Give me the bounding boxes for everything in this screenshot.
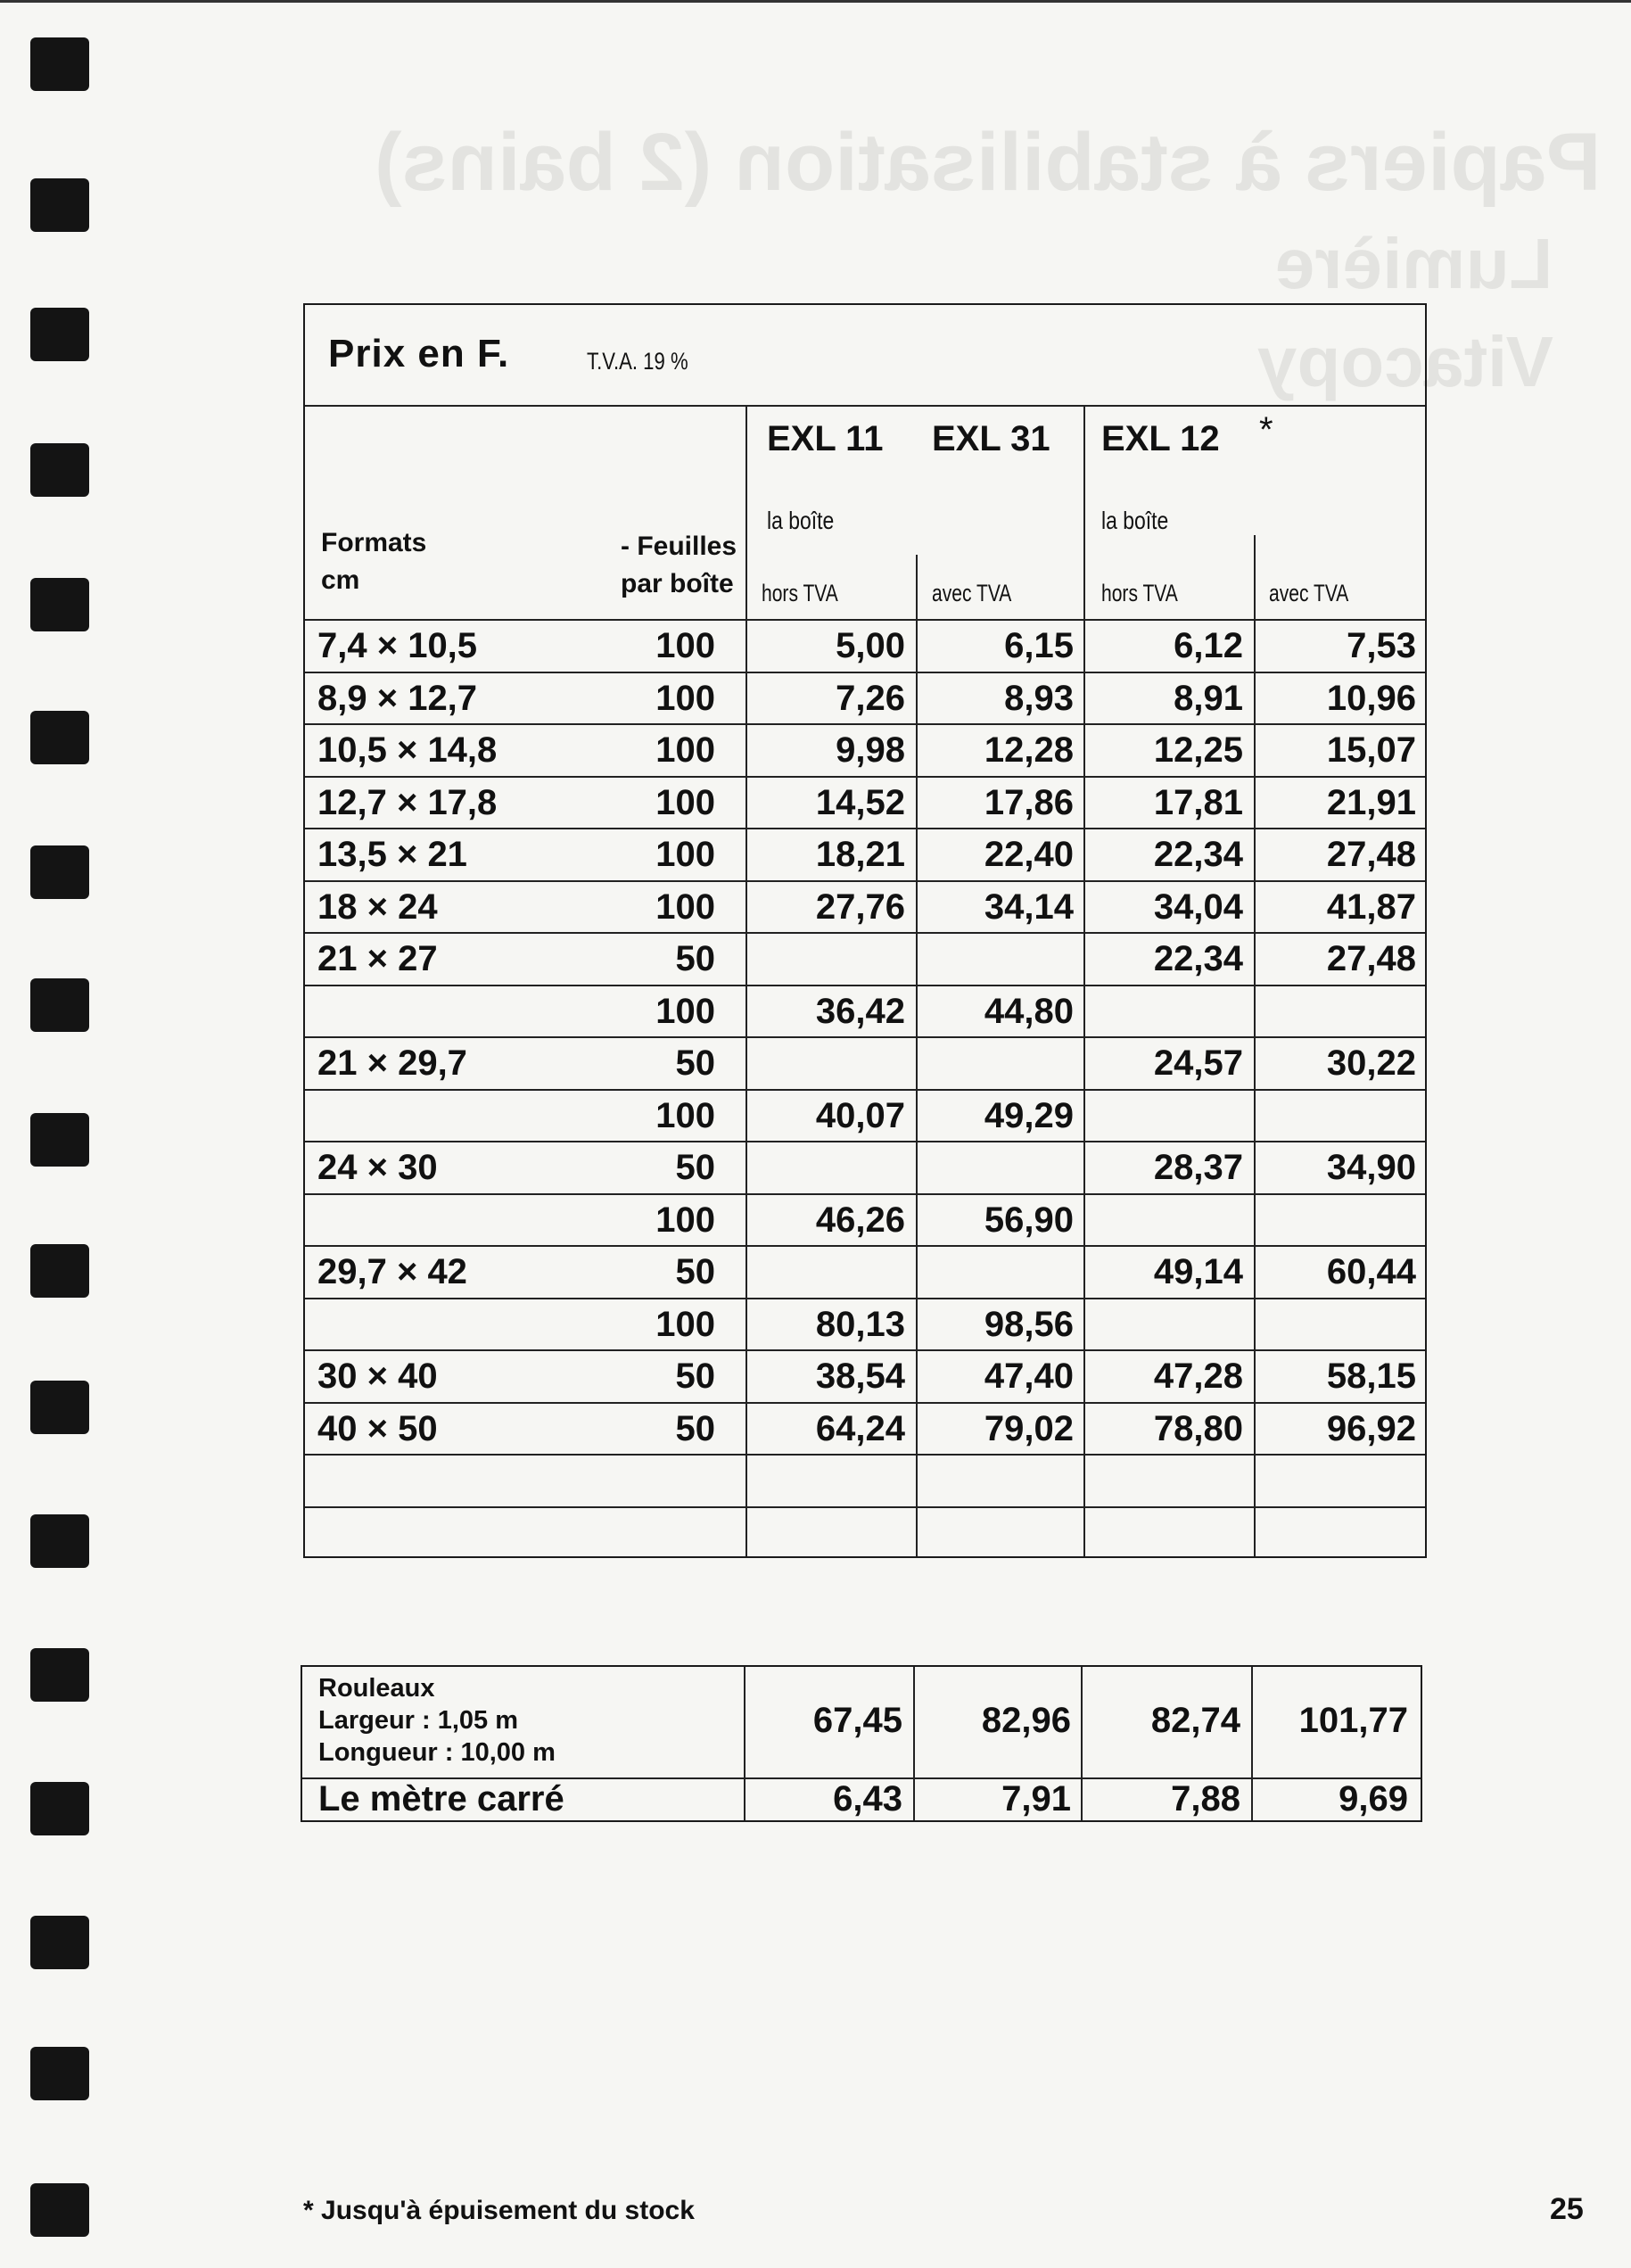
binder-hole [30,1113,89,1167]
prix-title: Prix en F. [328,332,510,375]
footnote: * Jusqu'à épuisement du stock [303,2196,695,2225]
feuilles-cell: 100 [655,730,715,770]
binder-hole [30,978,89,1032]
price-cell: 8,93 [1004,678,1074,718]
formats-unit: cm [321,565,360,595]
price-cell: 10,96 [1326,678,1416,718]
price-cell: 7,26 [836,678,905,718]
price-cell: 12,28 [984,730,1074,770]
binder-hole [30,443,89,497]
rolls-table [301,1665,1422,1822]
show-through-text: Papiers à stabilisation (2 bains) [375,117,1602,208]
price-cell: 7,53 [1347,626,1416,665]
product-exl31: EXL 31 [932,419,1050,458]
row-divider [305,1454,1425,1456]
feuilles-cell: 50 [675,1357,715,1396]
metre-carre-label: Le mètre carré [318,1779,564,1819]
price-cell: 5,00 [836,626,905,665]
metre-price-cell: 7,91 [1001,1779,1071,1819]
row-divider [305,1506,1425,1508]
asterisk-mark: * [1259,410,1273,449]
sub-header-hors-tva: hors TVA [1101,580,1178,606]
row-divider [305,880,1425,882]
price-cell: 46,26 [815,1200,905,1240]
price-cell: 6,12 [1174,626,1243,665]
boite-label: la boîte [767,507,835,534]
binder-hole [30,1916,89,1969]
price-cell: 22,34 [1153,939,1243,978]
price-cell: 21,91 [1326,782,1416,822]
format-cell: 21 × 29,7 [317,1043,467,1083]
row-divider [305,1036,1425,1038]
column-divider [1251,1667,1253,1820]
binder-hole [30,2047,89,2100]
price-cell: 40,07 [815,1095,905,1135]
format-cell: 29,7 × 42 [317,1252,467,1291]
column-divider [1083,405,1085,1556]
row-divider [305,1193,1425,1195]
sub-header-avec-tva: avec TVA [1269,580,1349,606]
feuilles-cell: 50 [675,1148,715,1187]
binder-hole [30,578,89,631]
price-cell: 6,15 [1004,626,1074,665]
column-divider [913,1667,915,1820]
price-cell: 41,87 [1326,887,1416,927]
row-divider [305,932,1425,934]
formats-label: Formats [321,528,427,557]
row-divider [305,723,1425,725]
feuilles-cell: 100 [655,991,715,1031]
price-cell: 58,15 [1326,1357,1416,1396]
price-cell: 15,07 [1326,730,1416,770]
feuilles-cell: 100 [655,887,715,927]
price-cell: 22,34 [1153,835,1243,874]
price-cell: 30,22 [1326,1043,1416,1083]
feuilles-cell: 50 [675,1408,715,1448]
format-cell: 13,5 × 21 [317,835,467,874]
rolls-largeur: Largeur : 1,05 m [318,1706,519,1735]
price-cell: 64,24 [815,1408,905,1448]
binder-hole [30,845,89,899]
binder-hole [30,308,89,361]
sub-header-hors-tva: hors TVA [762,580,838,606]
price-cell: 8,91 [1174,678,1243,718]
product-exl11: EXL 11 [767,419,884,458]
feuilles-label: - Feuilles [621,532,737,561]
price-cell: 79,02 [984,1408,1074,1448]
feuilles-cell: 100 [655,626,715,665]
sub-header-avec-tva: avec TVA [932,580,1012,606]
price-cell: 44,80 [984,991,1074,1031]
price-cell: 34,04 [1153,887,1243,927]
column-divider [744,1667,745,1820]
binder-hole [30,1244,89,1298]
feuilles-cell: 100 [655,1200,715,1240]
price-cell: 47,40 [984,1357,1074,1396]
metre-price-cell: 6,43 [833,1779,902,1819]
row-divider [305,1089,1425,1091]
price-cell: 38,54 [815,1357,905,1396]
price-cell: 22,40 [984,835,1074,874]
boite-label: la boîte [1101,507,1169,534]
header-divider [305,619,1425,621]
tva-label: T.V.A. 19 % [587,348,688,375]
rolls-longueur: Longueur : 10,00 m [318,1738,556,1767]
price-cell: 12,25 [1153,730,1243,770]
roll-price-cell: 101,77 [1298,1701,1408,1740]
rolls-title: Rouleaux [318,1674,435,1703]
binder-hole [30,1381,89,1434]
column-divider [916,555,918,1556]
price-cell: 36,42 [815,991,905,1031]
price-cell: 96,92 [1326,1408,1416,1448]
price-cell: 56,90 [984,1200,1074,1240]
metre-price-cell: 7,88 [1171,1779,1240,1819]
row-divider [305,776,1425,778]
format-cell: 21 × 27 [317,939,438,978]
price-cell: 14,52 [815,782,905,822]
roll-price-cell: 67,45 [812,1701,902,1740]
format-cell: 7,4 × 10,5 [317,626,478,665]
row-divider [305,672,1425,673]
price-cell: 34,14 [984,887,1074,927]
top-edge-rule [0,0,1631,3]
price-cell: 17,81 [1153,782,1243,822]
price-cell: 47,28 [1153,1357,1243,1396]
binder-hole [30,37,89,91]
show-through-text: Lumière [1275,224,1553,303]
format-cell: 8,9 × 12,7 [317,678,478,718]
feuilles-cell: 50 [675,1043,715,1083]
column-divider [1081,1667,1083,1820]
feuilles-cell: 100 [655,835,715,874]
row-divider [305,1402,1425,1404]
row-divider [305,1141,1425,1142]
binder-hole [30,2183,89,2237]
price-cell: 27,76 [815,887,905,927]
metre-price-cell: 9,69 [1339,1779,1408,1819]
price-cell: 18,21 [815,835,905,874]
price-cell: 24,57 [1153,1043,1243,1083]
page-number: 25 [1550,2192,1584,2226]
price-cell: 17,86 [984,782,1074,822]
row-divider [305,1245,1425,1247]
roll-price-cell: 82,74 [1150,1701,1240,1740]
feuilles-cell: 100 [655,1304,715,1344]
feuilles-cell: 50 [675,1252,715,1291]
binder-hole [30,1648,89,1702]
binder-hole [30,178,89,232]
binder-hole [30,1782,89,1835]
price-cell: 28,37 [1153,1148,1243,1187]
row-divider [305,1349,1425,1351]
column-divider [745,405,747,1556]
price-cell: 34,90 [1326,1148,1416,1187]
title-divider [305,405,1425,407]
roll-price-cell: 82,96 [981,1701,1071,1740]
row-divider [305,985,1425,986]
row-divider [305,1298,1425,1299]
binder-hole [30,1514,89,1568]
price-cell: 80,13 [815,1304,905,1344]
feuilles-cell: 100 [655,1095,715,1135]
price-cell: 27,48 [1326,939,1416,978]
price-cell: 49,29 [984,1095,1074,1135]
price-cell: 27,48 [1326,835,1416,874]
price-cell: 78,80 [1153,1408,1243,1448]
row-divider [305,828,1425,829]
format-cell: 10,5 × 14,8 [317,730,498,770]
feuilles-cell: 50 [675,939,715,978]
price-cell: 9,98 [836,730,905,770]
binder-hole [30,711,89,764]
feuilles-cell: 100 [655,678,715,718]
feuilles-cell: 100 [655,782,715,822]
format-cell: 18 × 24 [317,887,438,927]
product-exl12: EXL 12 [1101,419,1220,458]
price-cell: 60,44 [1326,1252,1416,1291]
show-through-text: Vitacopy [1257,322,1553,401]
format-cell: 30 × 40 [317,1357,438,1396]
format-cell: 40 × 50 [317,1408,438,1448]
format-cell: 24 × 30 [317,1148,438,1187]
price-table [303,303,1427,1558]
price-cell: 98,56 [984,1304,1074,1344]
format-cell: 12,7 × 17,8 [317,782,498,822]
feuilles-sub: par boîte [621,569,734,598]
price-cell: 49,14 [1153,1252,1243,1291]
